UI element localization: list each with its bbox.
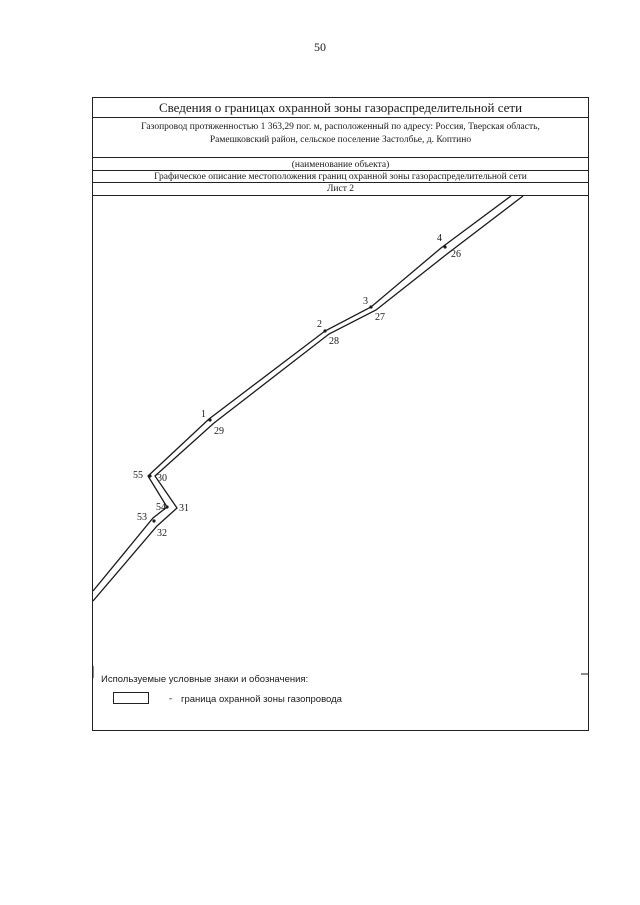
sheet-title: Сведения о границах охранной зоны газораспределительной сети [93,98,588,118]
boundary-line-left [93,196,511,591]
point-label-26: 26 [451,249,461,260]
point-label-1: 1 [201,409,206,420]
point-label-54: 54 [156,502,166,513]
object-address [93,118,588,158]
vertex-3 [369,305,372,308]
graphic-description: Графическое описание местоположения границ охранной зоны газораспределительной сети [93,171,588,183]
vertex-1 [208,418,211,421]
point-label-2: 2 [317,319,322,330]
point-label-27: 27 [375,312,385,323]
object-caption: (наименование объекта) [93,157,588,171]
point-label-28: 28 [329,336,339,347]
sheet-label: Лист 2 [93,183,588,196]
legend-boundary-symbol [113,692,149,704]
vertex-2 [323,329,326,332]
point-label-4: 4 [437,233,442,244]
vertex-53 [152,519,155,522]
vertex-4 [443,245,446,248]
legend-boundary-label: граница охранной зоны газопровода [181,694,342,705]
legend-title: Используемые условные знаки и обозначения: [101,674,309,685]
point-label-55: 55 [133,470,143,481]
vertex-55 [148,474,151,477]
legend-dash: - [169,694,173,704]
address-line-1: Газопровод протяженностью 1 363,29 пог. м, расположенный по адресу: Россия, Тверская область, [141,122,540,132]
point-label-53: 53 [137,512,147,523]
point-label-3: 3 [363,296,368,307]
address-line-2: Рамешковский район, сельское поселение Застолбье, д. Коптино [209,135,472,145]
point-label-29: 29 [214,426,224,437]
page-number: 50 [314,40,326,54]
point-label-30: 30 [157,473,167,484]
point-label-31: 31 [179,503,189,514]
boundary-sheet [92,97,589,731]
pipeline-drawing [93,196,588,678]
point-label-32: 32 [157,528,167,539]
